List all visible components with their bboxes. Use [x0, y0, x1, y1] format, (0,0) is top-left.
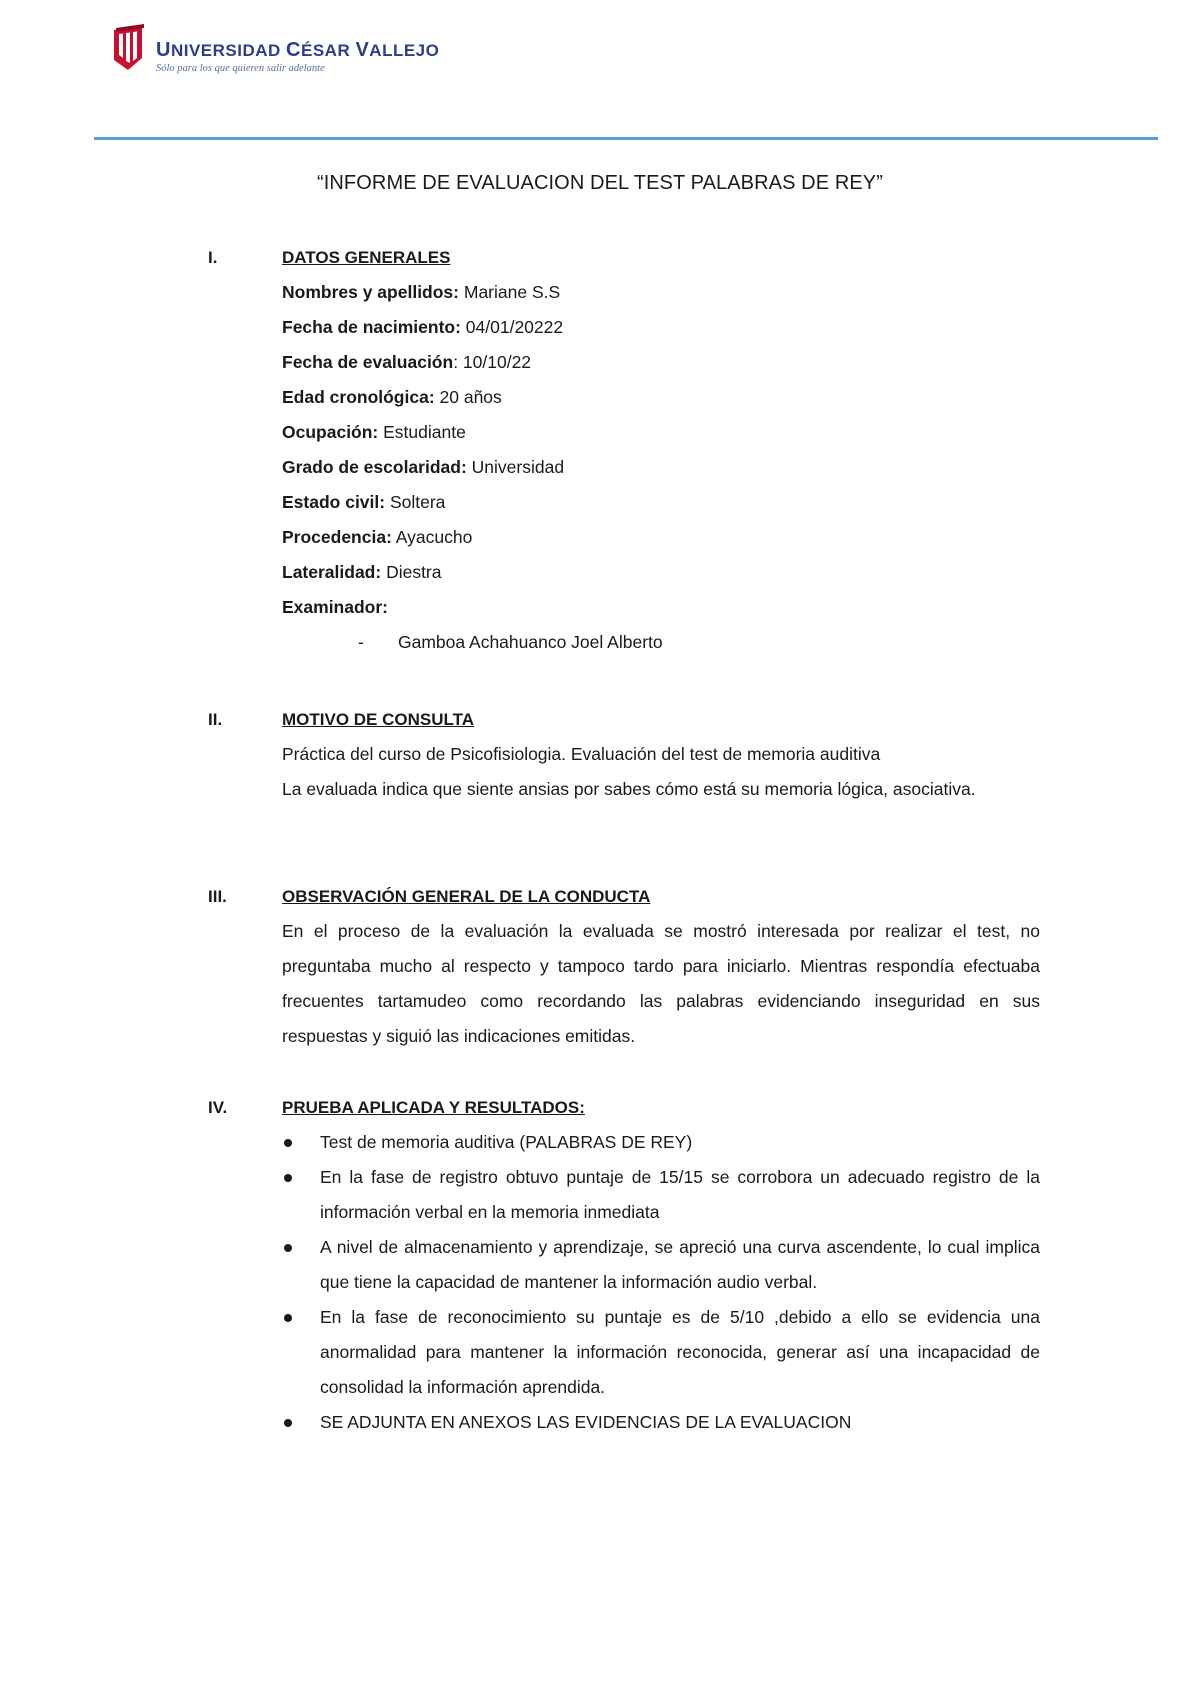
section-number: III. — [208, 887, 227, 906]
field-label: Edad cronológica: — [282, 387, 435, 407]
bullet-dot-icon — [284, 1419, 292, 1427]
general-data-field — [282, 520, 1040, 555]
section-body — [282, 702, 1040, 807]
section-body — [282, 240, 1040, 660]
field-label: Lateralidad: — [282, 562, 382, 582]
bullet-dot-icon — [284, 1139, 292, 1147]
header-divider — [94, 137, 1158, 140]
university-name: UNIVERSIDAD CÉSAR VALLEJO — [156, 39, 440, 61]
result-item — [282, 1160, 1040, 1230]
field-value: : 10/10/22 — [453, 352, 532, 372]
bullet-dot-icon — [284, 1244, 292, 1252]
field-value: 04/01/20222 — [460, 317, 564, 337]
result-text: A nivel de almacenamiento y aprendizaje, se apreció una curva ascendente, lo cual implica que tiene la capacidad de mantener la información audio verbal. — [320, 1237, 1040, 1292]
field-label: Examinador: — [282, 597, 388, 617]
behavior-observation-paragraph: En el proceso de la evaluación la evaluada se mostró interesada por realizar el test, no preguntaba mucho al respecto y tampoco tardo para iniciarlo. Mientras respondía efectuaba frecuentes tartamudeo como recordando las palabras evidenciando inseguridad en sus respuestas y siguió las indicaciones emitidas. — [282, 921, 1040, 1046]
logo-text — [156, 40, 439, 74]
section-number: IV. — [208, 1098, 228, 1117]
bullet-dot-icon — [284, 1174, 292, 1182]
ucv-shield-logo-icon — [112, 24, 146, 72]
consult-reason-line: Práctica del curso de Psicofisiologia. Evaluación del test de memoria auditiva — [282, 744, 881, 764]
examiner-row — [282, 625, 1040, 660]
general-data-field — [282, 345, 1040, 380]
result-text: En la fase de registro obtuvo puntaje de 15/15 se corrobora un adecuado registro de la información verbal en la memoria inmediata — [320, 1167, 1040, 1222]
general-data-field — [282, 590, 1040, 625]
section-heading: PRUEBA APLICADA Y RESULTADOS: — [282, 1098, 585, 1117]
dash-marker: - — [358, 632, 364, 652]
field-label: Fecha de evaluación — [282, 352, 454, 372]
result-item — [282, 1405, 1040, 1440]
result-item — [282, 1230, 1040, 1300]
general-data-fields — [282, 275, 1040, 625]
document-title: “INFORME DE EVALUACION DEL TEST PALABRAS DE REY” — [316, 172, 884, 194]
section-number: I. — [208, 248, 218, 267]
section-heading: OBSERVACIÓN GENERAL DE LA CONDUCTA — [282, 887, 651, 906]
general-data-field — [282, 380, 1040, 415]
section-heading: DATOS GENERALES — [282, 248, 451, 267]
field-label: Estado civil: — [282, 492, 386, 512]
field-value: Ayacucho — [391, 527, 473, 547]
result-text: SE ADJUNTA EN ANEXOS LAS EVIDENCIAS DE LA EVALUACION — [320, 1412, 852, 1432]
section-number: II. — [208, 710, 223, 729]
field-label: Fecha de nacimiento: — [282, 317, 461, 337]
general-data-field — [282, 415, 1040, 450]
section-body — [282, 1090, 1040, 1440]
field-value: Universidad — [466, 457, 565, 477]
field-value: Mariane S.S — [459, 282, 561, 302]
field-label: Ocupación: — [282, 422, 379, 442]
field-value: Diestra — [381, 562, 442, 582]
results-list — [282, 1125, 1040, 1440]
examiner-name: Gamboa Achahuanco Joel Alberto — [398, 632, 663, 652]
field-value: 20 años — [434, 387, 502, 407]
section-heading: MOTIVO DE CONSULTA — [282, 710, 475, 729]
general-data-field — [282, 555, 1040, 590]
field-label: Procedencia: — [282, 527, 392, 547]
field-value: Estudiante — [378, 422, 466, 442]
university-slogan: Sólo para los que quieren salir adelante — [156, 63, 325, 74]
result-text: Test de memoria auditiva (PALABRAS DE REY) — [320, 1132, 693, 1152]
field-label: Nombres y apellidos: — [282, 282, 459, 302]
bullet-dot-icon — [284, 1314, 292, 1322]
field-value: Soltera — [385, 492, 446, 512]
field-label: Grado de escolaridad: — [282, 457, 467, 477]
general-data-field — [282, 485, 1040, 520]
general-data-field — [282, 450, 1040, 485]
result-item — [282, 1125, 1040, 1160]
section-body — [282, 879, 1040, 1054]
general-data-field — [282, 275, 1040, 310]
general-data-field — [282, 310, 1040, 345]
result-text: En la fase de reconocimiento su puntaje es de 5/10 ,debido a ello se evidencia una anormalidad para mantener la información reconocida, generar así una incapacidad de consolidad la información aprendida. — [320, 1307, 1040, 1397]
university-logo — [112, 24, 439, 76]
consult-reason-paragraph: La evaluada indica que siente ansias por sabes cómo está su memoria lógica, asociativa. — [282, 779, 976, 799]
result-item — [282, 1300, 1040, 1405]
